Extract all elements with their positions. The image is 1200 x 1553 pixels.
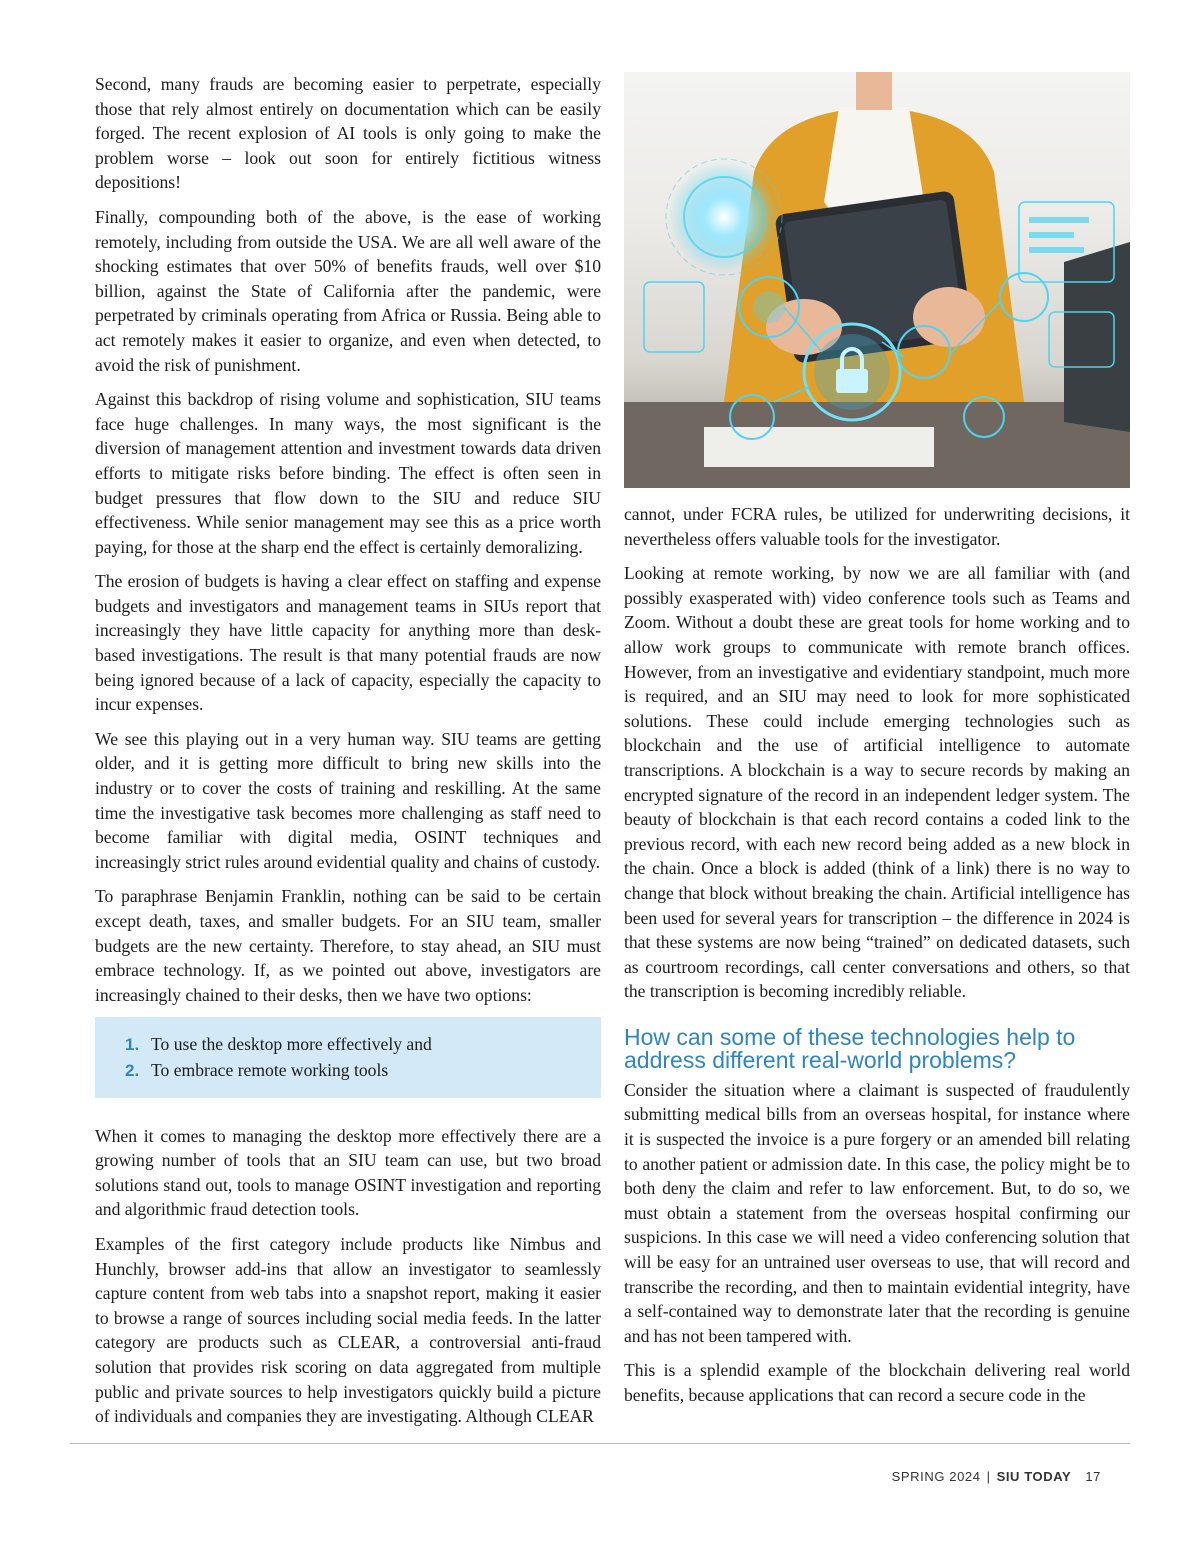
section-subheading: How can some of these technologies help to address different real-world problems? bbox=[624, 1023, 1076, 1073]
paragraph: To paraphrase Benjamin Franklin, nothing can be said to be certain except death, taxes, and smaller budgets. For an SIU team, smaller budgets are the new certainty. Therefore, to stay ahead, an SIU must embrace technology. If, as we pointed out above, investigators are increasingly chained to their desks, then we have two options: bbox=[95, 886, 601, 1005]
list-number: 1. bbox=[125, 1035, 140, 1055]
footer-separator: | bbox=[986, 1469, 991, 1484]
paragraph: Looking at remote working, by now we are all familiar with (and possibly exasperated with) video conference tools such as Teams and Zoom. Without a doubt these are great tools for home working and to allow work groups to communicate with remote branch offices. However, from an investigative and evidentiary standpoint, much more is required, and an SIU may need to look for more sophisticated solutions. These could include emerging technologies such as blockchain and the use of artificial intelligence to automate transcriptions. A blockchain is a way to secure records by making an encrypted signature of the record in an independent ledger system. The beauty of blockchain is that each record contains a coded link to the previous record, with each new record being added as a new block in the chain. Once a block is added (think of a link) there is no way to change that block without breaking the chain. Artificial intelligence has been used for several years for transcription – the difference in 2024 is that these systems are now being “trained” on dedicated datasets, such as courtroom recordings, call center conversations and others, so that the transcription is becoming incredibly reliable. bbox=[624, 563, 1130, 1002]
list-item bbox=[125, 1032, 581, 1058]
paragraph: cannot, under FCRA rules, be utilized for underwriting decisions, it nevertheless offers valuable tools for the investigator. bbox=[624, 504, 1130, 549]
paragraph: When it comes to managing the desktop more effectively there are a growing number of tools that an SIU team can use, but two broad solutions stand out, tools to manage OSINT investigation and reporting and algorithmic fraud detection tools. bbox=[95, 1125, 601, 1220]
page-number: 17 bbox=[1085, 1469, 1101, 1484]
page-footer bbox=[892, 1469, 1101, 1484]
paragraph: Second, many frauds are becoming easier to perpetrate, especially those that rely almost entirely on documentation which can be easily forged. The recent explosion of AI tools is only going to make the problem worse – look out soon for entirely fictitious witness depositions! bbox=[95, 74, 601, 193]
footer-divider bbox=[70, 1443, 1130, 1444]
issue-label: SPRING 2024 bbox=[891, 1469, 981, 1484]
options-callout-box bbox=[95, 1017, 601, 1097]
paragraph: The erosion of budgets is having a clear effect on staffing and expense budgets and investigators and management teams in SIUs report that increasingly they have little capacity for anything more than desk-based investigations. The result is that many potential frauds are now being ignored because of a lack of capacity, especially the capacity to incur expenses. bbox=[95, 571, 601, 715]
left-column bbox=[95, 72, 601, 1439]
list-item-text: To use the desktop more effectively and bbox=[151, 1034, 432, 1055]
right-column bbox=[624, 72, 1130, 1418]
cybersecurity-tablet-photo bbox=[624, 72, 1130, 488]
paragraph: Against this backdrop of rising volume and sophistication, SIU teams face huge challenges. In many ways, the most significant is the diversion of management attention and investment towards data driven efforts to mitigate risks before binding. The effect is often seen in budget pressures that flow down to the SIU and reduce SIU effectiveness. While senior management may see this as a price worth paying, for those at the sharp end the effect is certainly demoralizing. bbox=[95, 389, 601, 557]
paragraph: This is a splendid example of the blockchain delivering real world benefits, because applications that can record a secure code in the bbox=[624, 1360, 1130, 1405]
photo-illustration bbox=[624, 72, 1130, 488]
list-item bbox=[125, 1058, 581, 1084]
paragraph: Examples of the first category include products like Nimbus and Hunchly, browser add-ins that allow an investigator to seamlessly capture content from web tabs into a snapshot report, making it easier to browse a range of sources including social media feeds. In the latter category are products such as CLEAR, a controversial anti-fraud solution that provides risk scoring on data aggregated from multiple public and private sources to help investigators quickly build a picture of individuals and companies they are investigating. Although CLEAR bbox=[95, 1233, 601, 1427]
magazine-name: SIU TODAY bbox=[996, 1469, 1072, 1484]
paragraph: We see this playing out in a very human way. SIU teams are getting older, and it is getting more difficult to bring new skills into the industry or to cover the costs of training and reskilling. At the same time the investigative task becomes more challenging as staff need to become familiar with digital media, OSINT techniques and increasingly strict rules around evidential quality and chains of custody. bbox=[95, 728, 601, 872]
paragraph: Finally, compounding both of the above, is the ease of working remotely, including from outside the USA. We are all well aware of the shocking estimates that over 50% of benefits frauds, well over $10 billion, against the State of California after the pandemic, were perpetrated by criminals operating from Africa or Russia. Being able to act remotely makes it easier to organize, and even when detected, to avoid the risk of punishment. bbox=[95, 206, 601, 375]
list-number: 2. bbox=[125, 1060, 140, 1080]
paragraph: Consider the situation where a claimant is suspected of fraudulently submitting medical bills from an overseas hospital, for instance where it is suspected the invoice is a pure forgery or an amended bill relating to another patient or admission date. In this case, the policy might be to both deny the claim and refer to law enforcement. But, to do so, we must obtain a statement from the overseas hospital confirming our suspicions. In this case we will need a video conferencing solution that will be easy for an untrained user overseas to use, that will record and transcribe the recording, and then to maintain evidential integrity, have a self-contained way to demonstrate later that the recording is genuine and has not been tampered with. bbox=[624, 1079, 1130, 1346]
list-item-text: To embrace remote working tools bbox=[151, 1059, 389, 1080]
